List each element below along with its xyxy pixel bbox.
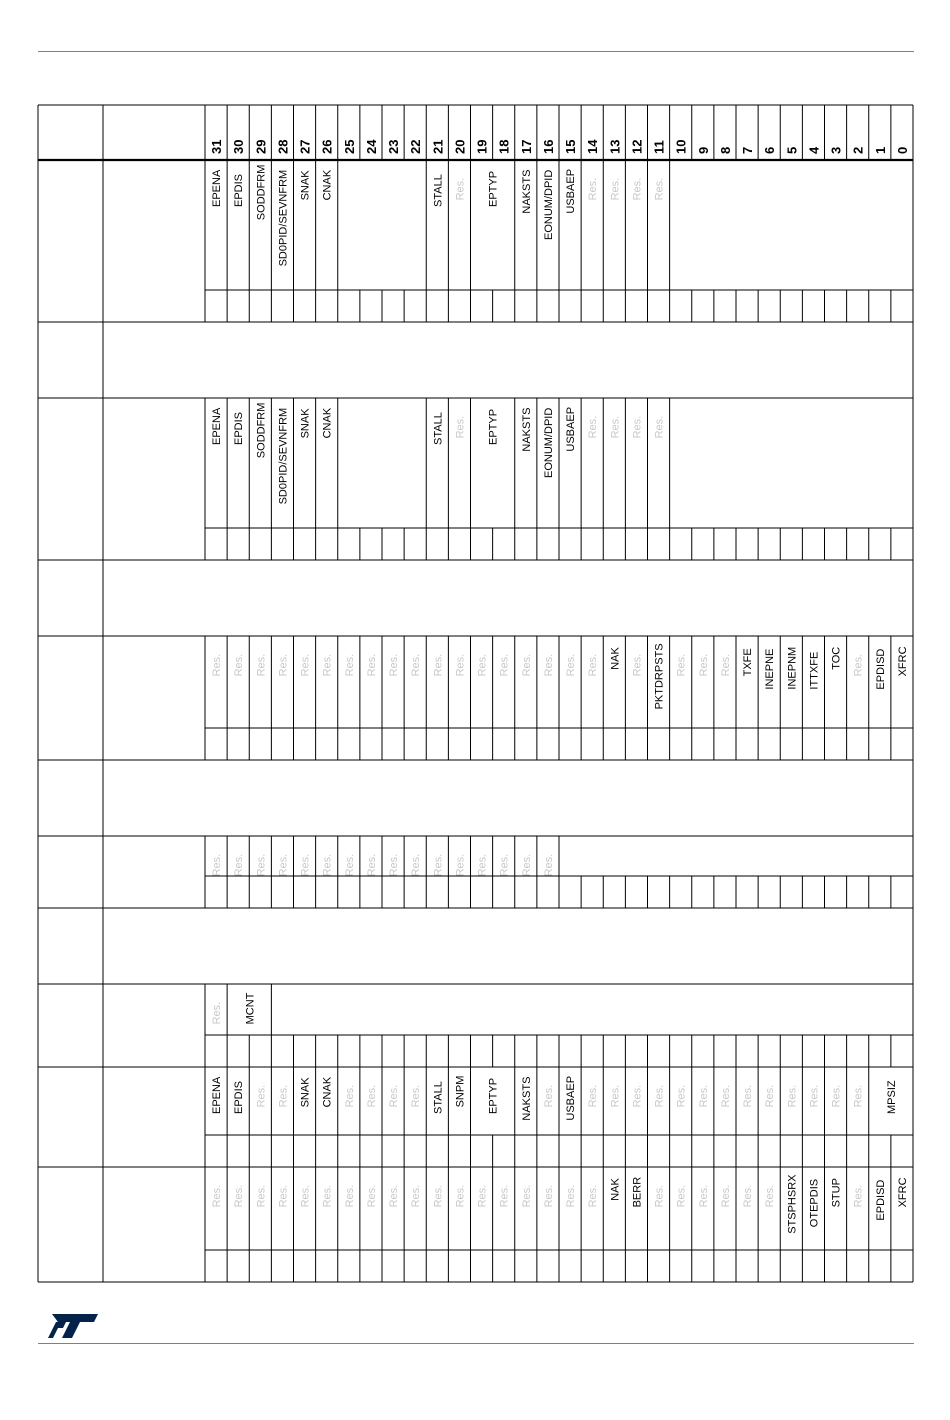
reserved-label: Res. xyxy=(454,177,467,201)
field-label-stall: STALL xyxy=(432,174,445,207)
reserved-label: Res. xyxy=(631,1084,644,1108)
reserved-label: Res. xyxy=(233,853,246,877)
reserved-label: Res. xyxy=(852,1084,865,1108)
reserved-label: Res. xyxy=(343,1184,356,1208)
reserved-label: Res. xyxy=(786,1084,799,1108)
bit-number-7: 7 xyxy=(740,146,756,154)
field-label-stall: STALL xyxy=(432,412,445,445)
reserved-label: Res. xyxy=(587,1084,600,1108)
reserved-label: Res. xyxy=(675,1184,688,1208)
reserved-label: Res. xyxy=(476,853,489,877)
reserved-label: Res. xyxy=(410,1184,423,1208)
reserved-label: Res. xyxy=(211,1001,224,1025)
field-label-snak: SNAK xyxy=(299,408,312,439)
reserved-label: Res. xyxy=(476,653,489,677)
field-label-xfrc: XFRC xyxy=(896,646,909,677)
bit-number-12: 12 xyxy=(629,139,645,154)
bit-number-22: 22 xyxy=(408,139,424,154)
reserved-label: Res. xyxy=(388,853,401,877)
reserved-label: Res. xyxy=(211,1184,224,1208)
reserved-label: Res. xyxy=(454,653,467,677)
field-label-usbaep: USBAEP xyxy=(565,1075,578,1121)
reserved-label: Res. xyxy=(233,653,246,677)
reserved-label: Res. xyxy=(299,1184,312,1208)
bit-number-19: 19 xyxy=(474,139,490,154)
bit-number-8: 8 xyxy=(717,146,733,154)
reserved-label: Res. xyxy=(631,653,644,677)
reserved-label: Res. xyxy=(432,653,445,677)
reserved-label: Res. xyxy=(255,1184,268,1208)
reserved-label: Res. xyxy=(675,1084,688,1108)
reserved-label: Res. xyxy=(520,853,533,877)
reserved-label: Res. xyxy=(542,1084,555,1108)
field-label-epdisd: EPDISD xyxy=(874,1179,887,1221)
field-label-nak: NAK xyxy=(609,647,622,670)
field-label-mcnt: MCNT xyxy=(244,992,257,1025)
bit-number-2: 2 xyxy=(850,146,866,154)
field-label-eptyp: EPTYP xyxy=(487,408,500,445)
reserved-label: Res. xyxy=(830,1084,843,1108)
bit-number-16: 16 xyxy=(540,139,556,154)
bit-number-21: 21 xyxy=(430,139,446,154)
field-label-snak: SNAK xyxy=(299,1077,312,1108)
reserved-label: Res. xyxy=(321,653,334,677)
reserved-label: Res. xyxy=(211,853,224,877)
field-label-xfrc: XFRC xyxy=(896,1177,909,1208)
bit-number-30: 30 xyxy=(231,139,247,154)
reserved-label: Res. xyxy=(542,653,555,677)
reserved-label: Res. xyxy=(365,853,378,877)
reserved-label: Res. xyxy=(653,1084,666,1108)
reserved-label: Res. xyxy=(565,653,578,677)
reserved-label: Res. xyxy=(343,653,356,677)
reserved-label: Res. xyxy=(255,1084,268,1108)
field-label-pktdrpsts: PKTDRPSTS xyxy=(653,643,666,710)
field-label-berr: BERR xyxy=(631,1176,644,1208)
reserved-label: Res. xyxy=(277,1184,290,1208)
field-label-ittxfe: ITTXFE xyxy=(808,651,821,690)
reserved-label: Res. xyxy=(542,853,555,877)
reserved-label: Res. xyxy=(343,1084,356,1108)
reserved-label: Res. xyxy=(255,653,268,677)
field-label-naksts: NAKSTS xyxy=(520,1076,533,1121)
bit-number-13: 13 xyxy=(607,139,623,154)
reserved-label: Res. xyxy=(697,1084,710,1108)
field-label-mpsiz: MPSIZ xyxy=(885,1080,898,1114)
reserved-label: Res. xyxy=(631,415,644,439)
bit-number-0: 0 xyxy=(894,146,910,154)
reserved-label: Res. xyxy=(321,1184,334,1208)
field-label-inepne: INEPNE xyxy=(764,648,777,690)
bit-number-15: 15 xyxy=(563,139,579,154)
reserved-label: Res. xyxy=(852,1184,865,1208)
footer-rule xyxy=(38,1343,914,1344)
field-label-eonum-dpid: EONUM/DPID xyxy=(542,169,555,240)
reserved-label: Res. xyxy=(277,853,290,877)
reserved-label: Res. xyxy=(277,653,290,677)
reserved-label: Res. xyxy=(454,1184,467,1208)
st-logo-icon xyxy=(44,1312,100,1345)
field-label-otepdis: OTEPDIS xyxy=(808,1178,821,1228)
reserved-label: Res. xyxy=(852,653,865,677)
field-label-soddfrm: SODDFRM xyxy=(255,402,268,459)
reserved-label: Res. xyxy=(388,653,401,677)
reserved-label: Res. xyxy=(410,853,423,877)
reserved-label: Res. xyxy=(719,1184,732,1208)
field-label-sd0pid-sevnfrm: SD0PID/SEVNFRM xyxy=(277,407,290,505)
reserved-label: Res. xyxy=(675,653,688,677)
field-label-txfe: TXFE xyxy=(742,648,755,677)
reserved-label: Res. xyxy=(587,177,600,201)
reserved-label: Res. xyxy=(233,1184,246,1208)
bit-number-25: 25 xyxy=(341,139,357,154)
reserved-label: Res. xyxy=(609,177,622,201)
field-label-epdis: EPDIS xyxy=(233,411,246,445)
bit-number-1: 1 xyxy=(872,146,888,154)
field-label-epdis: EPDIS xyxy=(233,173,246,207)
field-label-soddfrm: SODDFRM xyxy=(255,164,268,221)
reserved-label: Res. xyxy=(520,653,533,677)
bit-number-31: 31 xyxy=(209,139,225,154)
field-label-epdis: EPDIS xyxy=(233,1080,246,1114)
reserved-label: Res. xyxy=(609,1084,622,1108)
reserved-label: Res. xyxy=(565,1184,578,1208)
reserved-label: Res. xyxy=(388,1184,401,1208)
reserved-label: Res. xyxy=(432,853,445,877)
reserved-label: Res. xyxy=(388,1084,401,1108)
bit-number-6: 6 xyxy=(762,146,778,154)
bit-number-4: 4 xyxy=(806,146,822,154)
field-label-stall: STALL xyxy=(432,1081,445,1114)
bit-number-20: 20 xyxy=(452,139,468,154)
reserved-label: Res. xyxy=(498,1184,511,1208)
reserved-label: Res. xyxy=(454,415,467,439)
bit-number-17: 17 xyxy=(518,139,534,154)
bit-number-3: 3 xyxy=(828,146,844,154)
field-label-epena: EPENA xyxy=(211,169,224,207)
field-label-inepnm: INEPNM xyxy=(786,646,799,690)
reserved-label: Res. xyxy=(719,1084,732,1108)
field-label-cnak: CNAK xyxy=(321,169,334,201)
field-label-eptyp: EPTYP xyxy=(487,170,500,207)
field-label-usbaep: USBAEP xyxy=(565,406,578,452)
reserved-label: Res. xyxy=(432,1184,445,1208)
bit-number-26: 26 xyxy=(319,139,335,154)
reserved-label: Res. xyxy=(587,653,600,677)
reserved-label: Res. xyxy=(277,1084,290,1108)
reserved-label: Res. xyxy=(587,1184,600,1208)
bit-number-9: 9 xyxy=(695,146,711,154)
reserved-label: Res. xyxy=(764,1184,777,1208)
reserved-label: Res. xyxy=(764,1084,777,1108)
reserved-label: Res. xyxy=(410,653,423,677)
bit-number-10: 10 xyxy=(673,139,689,154)
reserved-label: Res. xyxy=(542,1184,555,1208)
reserved-label: Res. xyxy=(299,853,312,877)
reserved-label: Res. xyxy=(520,1184,533,1208)
field-label-stup: STUP xyxy=(830,1178,843,1208)
reserved-label: Res. xyxy=(587,415,600,439)
bit-number-24: 24 xyxy=(363,139,379,154)
reserved-label: Res. xyxy=(365,653,378,677)
reserved-label: Res. xyxy=(454,853,467,877)
field-label-epdisd: EPDISD xyxy=(874,648,887,690)
reserved-label: Res. xyxy=(808,1084,821,1108)
field-label-naksts: NAKSTS xyxy=(520,169,533,214)
field-label-eonum-dpid: EONUM/DPID xyxy=(542,407,555,478)
reserved-label: Res. xyxy=(365,1084,378,1108)
reserved-label: Res. xyxy=(365,1184,378,1208)
reserved-label: Res. xyxy=(498,853,511,877)
field-label-usbaep: USBAEP xyxy=(565,168,578,214)
reserved-label: Res. xyxy=(653,1184,666,1208)
field-label-cnak: CNAK xyxy=(321,1076,334,1108)
field-label-snpm: SNPM xyxy=(454,1075,467,1108)
reserved-label: Res. xyxy=(742,1184,755,1208)
reserved-label: Res. xyxy=(211,653,224,677)
reserved-label: Res. xyxy=(653,415,666,439)
field-label-cnak: CNAK xyxy=(321,407,334,439)
reserved-label: Res. xyxy=(631,177,644,201)
reserved-label: Res. xyxy=(476,1184,489,1208)
bit-number-5: 5 xyxy=(784,146,800,154)
field-label-epena: EPENA xyxy=(211,407,224,445)
bit-number-29: 29 xyxy=(253,139,269,154)
reserved-label: Res. xyxy=(697,653,710,677)
bit-number-14: 14 xyxy=(585,139,601,154)
reserved-label: Res. xyxy=(299,653,312,677)
reserved-label: Res. xyxy=(719,653,732,677)
reserved-label: Res. xyxy=(321,853,334,877)
reserved-label: Res. xyxy=(498,653,511,677)
field-label-epena: EPENA xyxy=(211,1076,224,1114)
field-label-stsphsrx: STSPHSRX xyxy=(786,1174,799,1234)
field-label-nak: NAK xyxy=(609,1178,622,1201)
field-label-eptyp: EPTYP xyxy=(487,1077,500,1114)
reserved-label: Res. xyxy=(609,415,622,439)
reserved-label: Res. xyxy=(653,177,666,201)
bit-number-18: 18 xyxy=(496,139,512,154)
bit-number-28: 28 xyxy=(275,139,291,154)
bit-number-11: 11 xyxy=(651,140,667,154)
reserved-label: Res. xyxy=(697,1184,710,1208)
reserved-label: Res. xyxy=(742,1084,755,1108)
field-label-snak: SNAK xyxy=(299,170,312,201)
reserved-label: Res. xyxy=(343,853,356,877)
field-label-sd0pid-sevnfrm: SD0PID/SEVNFRM xyxy=(277,169,290,267)
reserved-label: Res. xyxy=(255,853,268,877)
bit-number-23: 23 xyxy=(386,139,402,154)
field-label-naksts: NAKSTS xyxy=(520,407,533,452)
field-label-toc: TOC xyxy=(830,646,843,670)
bit-number-27: 27 xyxy=(297,139,313,154)
reserved-label: Res. xyxy=(410,1084,423,1108)
